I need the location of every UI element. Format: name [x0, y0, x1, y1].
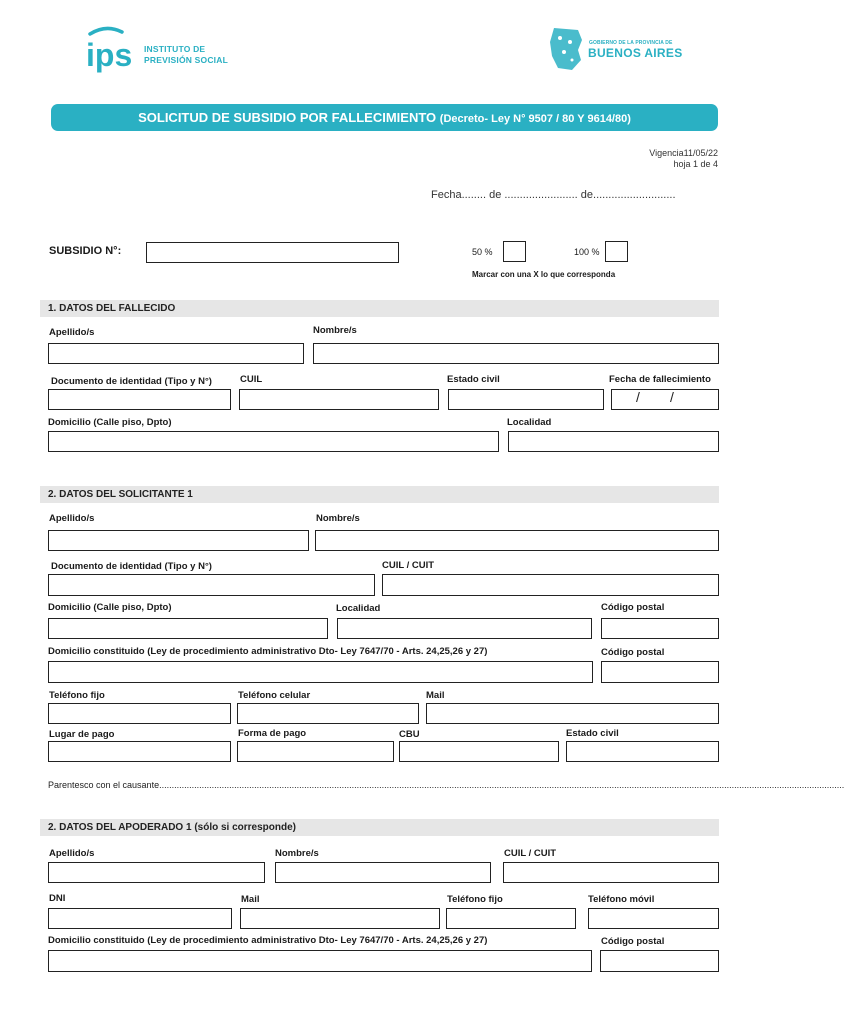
- s1-nombre-label: Nombre/s: [313, 325, 357, 336]
- s3-domicilio-constituido-input[interactable]: [48, 950, 592, 972]
- s1-nombre-input[interactable]: [313, 343, 719, 364]
- ips-logo: [86, 26, 138, 75]
- s2-documento-input[interactable]: [48, 574, 375, 596]
- form-decree: (Decreto- Ley N° 9507 / 80 Y 9614/80): [439, 113, 631, 125]
- s1-fecha-fallecimiento-label: Fecha de fallecimiento: [609, 374, 711, 385]
- s2-cp2-label: Código postal: [601, 647, 665, 658]
- option-50-label: 50 %: [472, 247, 493, 257]
- s2-mail-input[interactable]: [426, 703, 719, 724]
- s3-mail-input[interactable]: [240, 908, 440, 929]
- s3-apellido-label: Apellido/s: [49, 848, 95, 859]
- s1-fecha-fallecimiento-input[interactable]: [611, 389, 719, 410]
- s1-estado-civil-input[interactable]: [448, 389, 604, 410]
- vigencia-text: Vigencia11/05/22: [649, 148, 718, 158]
- section-apoderado-header: 2. DATOS DEL APODERADO 1 (sólo si corresponde): [40, 819, 719, 836]
- s3-cuil-label: CUIL / CUIT: [504, 848, 557, 859]
- s1-cuil-input[interactable]: [239, 389, 439, 410]
- s2-tel-fijo-input[interactable]: [48, 703, 231, 724]
- s2-cbu-input[interactable]: [399, 741, 559, 762]
- s2-mail-label: Mail: [426, 690, 445, 701]
- s2-localidad-input[interactable]: [337, 618, 592, 639]
- fecha-line: Fecha........ de ........................ de...........................: [431, 189, 676, 201]
- s2-cuil-label: CUIL / CUIT: [382, 560, 435, 571]
- s3-nombre-label: Nombre/s: [275, 848, 319, 859]
- s2-tel-celular-label: Teléfono celular: [238, 690, 311, 701]
- s3-domicilio-constituido-label: Domicilio constituido (Ley de procedimiento administrativo Dto- Ley 7647/70 - Arts. 24,25,26 y 27): [48, 935, 488, 946]
- s3-dni-label: DNI: [49, 893, 66, 904]
- s3-tel-fijo-label: Teléfono fijo: [447, 894, 503, 905]
- s1-localidad-label: Localidad: [507, 417, 552, 428]
- s2-forma-pago-label: Forma de pago: [238, 728, 307, 739]
- form-title: SOLICITUD DE SUBSIDIO POR FALLECIMIENTO: [138, 110, 437, 125]
- subsidio-hint: Marcar con una X lo que corresponda: [472, 270, 616, 279]
- s3-cp-input[interactable]: [600, 950, 719, 972]
- date-separator: /: [670, 389, 674, 405]
- s2-cuil-input[interactable]: [382, 574, 719, 596]
- s2-localidad-label: Localidad: [336, 603, 381, 614]
- s2-tel-celular-input[interactable]: [237, 703, 419, 724]
- option-100-label: 100 %: [574, 247, 600, 257]
- ips-logo-graphic: [86, 26, 138, 73]
- s1-documento-label: Documento de identidad (Tipo y N°): [51, 376, 212, 387]
- ips-name-line2: PREVISIÓN SOCIAL: [144, 55, 228, 65]
- s1-apellido-input[interactable]: [48, 343, 304, 364]
- s2-domicilio-constituido-input[interactable]: [48, 661, 593, 683]
- s1-documento-input[interactable]: [48, 389, 231, 410]
- ips-name-line1: INSTITUTO DE: [144, 44, 206, 54]
- form-title-banner: [51, 104, 718, 131]
- s2-cp1-label: Código postal: [601, 602, 665, 613]
- s2-lugar-pago-input[interactable]: [48, 741, 231, 762]
- s2-apellido-input[interactable]: [48, 530, 309, 551]
- s2-domicilio-constituido-label: Domicilio constituido (Ley de procedimiento administrativo Dto- Ley 7647/70 - Arts. 24,25,26 y 27): [48, 646, 488, 657]
- s2-tel-fijo-label: Teléfono fijo: [49, 690, 105, 701]
- subsidio-number-input[interactable]: [146, 242, 399, 263]
- s1-cuil-label: CUIL: [240, 374, 263, 385]
- s1-estado-civil-label: Estado civil: [447, 374, 500, 385]
- s3-tel-movil-label: Teléfono móvil: [588, 894, 655, 905]
- subsidio-label: SUBSIDIO N°:: [49, 245, 122, 257]
- s2-forma-pago-input[interactable]: [237, 741, 394, 762]
- buenos-aires-map-icon: [548, 26, 584, 77]
- ips-logo-text: ips: [86, 37, 133, 73]
- s1-domicilio-input[interactable]: [48, 431, 499, 452]
- s1-domicilio-label: Domicilio (Calle piso, Dpto): [48, 417, 172, 428]
- section-fallecido-header: 1. DATOS DEL FALLECIDO: [40, 300, 719, 317]
- s3-mail-label: Mail: [241, 894, 260, 905]
- s2-apellido-label: Apellido/s: [49, 513, 95, 524]
- s2-nombre-label: Nombre/s: [316, 513, 360, 524]
- gba-line1: GOBIERNO DE LA PROVINCIA DE: [589, 40, 673, 46]
- s2-documento-label: Documento de identidad (Tipo y N°): [51, 561, 212, 572]
- s2-estado-civil-input[interactable]: [566, 741, 719, 762]
- s2-cp1-input[interactable]: [601, 618, 719, 639]
- option-50-checkbox[interactable]: [503, 241, 526, 262]
- s2-domicilio-input[interactable]: [48, 618, 328, 639]
- s1-apellido-label: Apellido/s: [49, 327, 95, 338]
- s3-apellido-input[interactable]: [48, 862, 265, 883]
- option-100-checkbox[interactable]: [605, 241, 628, 262]
- s3-tel-fijo-input[interactable]: [446, 908, 576, 929]
- s3-cuil-input[interactable]: [503, 862, 719, 883]
- s3-nombre-input[interactable]: [275, 862, 491, 883]
- s2-domicilio-label: Domicilio (Calle piso, Dpto): [48, 602, 172, 613]
- s2-parentesco-line[interactable]: Parentesco con el causante..................................................................................................................................................................................................................................................................................: [48, 780, 844, 790]
- s3-dni-input[interactable]: [48, 908, 232, 929]
- page-counter: hoja 1 de 4: [673, 159, 718, 169]
- gba-line2: BUENOS AIRES: [588, 46, 683, 60]
- section-solicitante-header: 2. DATOS DEL SOLICITANTE 1: [40, 486, 719, 503]
- s2-cbu-label: CBU: [399, 729, 420, 740]
- s2-cp2-input[interactable]: [601, 661, 719, 683]
- s2-lugar-pago-label: Lugar de pago: [49, 729, 115, 740]
- s2-nombre-input[interactable]: [315, 530, 719, 551]
- s3-tel-movil-input[interactable]: [588, 908, 719, 929]
- date-separator: /: [636, 389, 640, 405]
- s2-estado-civil-label: Estado civil: [566, 728, 619, 739]
- s3-cp-label: Código postal: [601, 936, 665, 947]
- s1-localidad-input[interactable]: [508, 431, 719, 452]
